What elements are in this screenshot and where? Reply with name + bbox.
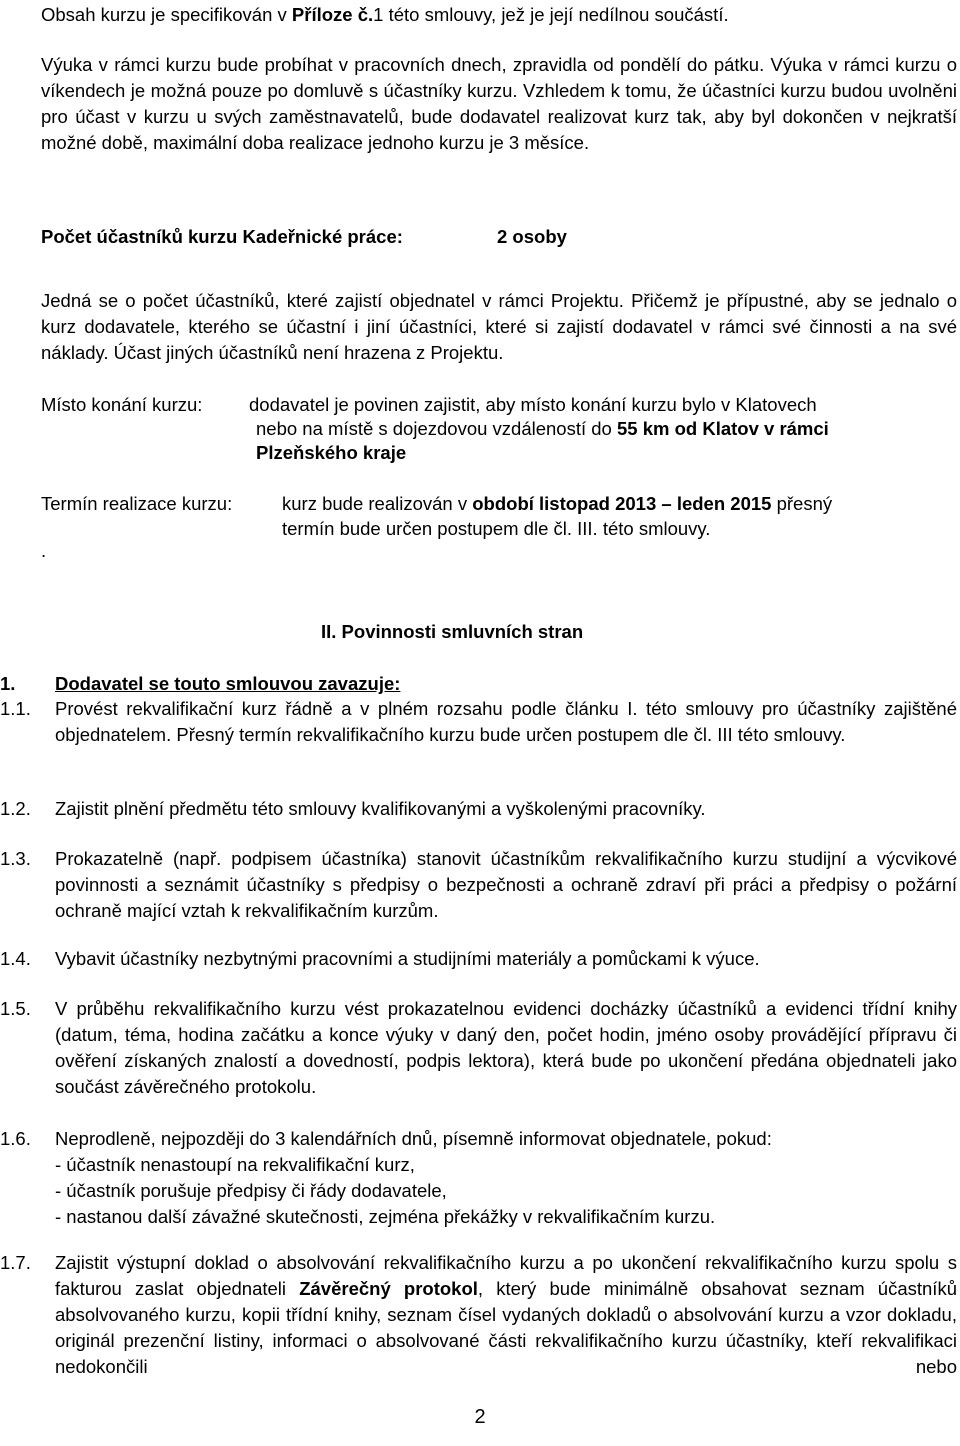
schedule-paragraph: Výuka v rámci kurzu bude probíhat v pracovních dnech, zpravidla od pondělí do pátku. Výuka v rámci kurzu o víkendech je možná pouze po domluvě s účastníky kurzu. Vzhledem k tomu, že účastníci kurzu budou uvolněni pro účast v kurzu u svých zaměstnavatelů, bude dodavatel realizovat kurz tak, aby byl dokončen v nejkratší možné době, maximální doba realizace jednoho kurzu je 3 měsíce. [41,54,957,153]
item-17-text-start: Zajistit výstupní doklad o absolvování rekvalifikačního kurzu a po ukončení rekvalifikačního kurzu spolu s fakturou zaslat objednateli [55,1252,957,1299]
participants-value: 2 osoby [497,226,567,247]
term-period: období listopad 2013 – leden 2015 [472,493,772,514]
list-item: - nastanou další závažné skutečnosti, zejména překážky v rekvalifikačním kurzu. [55,1206,716,1227]
item-number: 1.3. [0,848,31,869]
term-text-end: přesný [771,493,833,514]
location-text-2-regular: nebo na místě s dojezdovou vzdáleností do [256,418,617,439]
term-text-line-1 [282,491,832,517]
item-text [55,1250,957,1380]
location-region: Plzeňského kraje [256,442,407,463]
item-number: 1.5. [0,998,31,1019]
list-item: - účastník porušuje předpisy či řády dodavatele, [55,1180,447,1201]
term-label: Termín realizace kurzu: [41,493,233,514]
item-text: Neprodleně, nejpozději do 3 kalendářních dnů, písemně informovat objednatele, pokud: [55,1128,772,1149]
item-17-protocol: Závěrečný protokol [299,1278,478,1299]
item-number: 1.1. [0,698,31,719]
participants-paragraph: Jedná se o počet účastníků, které zajistí objednatel v rámci Projektu. Přičemž je přípustné, aby se jednalo o kurz dodavatele, kterého se účastní i jiní účastníci, které si zajistí dodavatel v rámci své činnosti a na své náklady. Účast jiných účastníků není hrazena z Projektu. [41,290,957,363]
item-text: Prokazatelně (např. podpisem účastníka) stanovit účastníkům rekvalifikačního kurzu studijní a výcvikové povinnosti a seznámit účastníky s předpisy o bezpečnosti a ochraně zdraví při práci a předpisy o požární ochraně mající vztah k rekvalifikačním kurzům. [55,848,957,921]
participants-label: Počet účastníků kurzu Kadeřnické práce: [41,226,403,247]
page-number: 2 [474,1406,486,1428]
location-label: Místo konání kurzu: [41,394,203,415]
item-text: Provést rekvalifikační kurz řádně a v plném rozsahu podle článku I. této smlouvy pro účastníky zajištěné objednatelem. Přesný termín rekvalifikačního kurzu bude určen postupem dle čl. III této smlouvy. [55,698,957,745]
item-number: 1.4. [0,948,31,969]
item-number: 1.2. [0,798,31,819]
item-number: 1.6. [0,1128,31,1149]
item-text: V průběhu rekvalifikačního kurzu vést prokazatelnou evidenci docházky účastníků a evidenci třídní knihy (datum, téma, hodina začátku a konce výuky v daný den, počet hodin, jméno osoby provádějící přípravu či ověření získaných znalostí a dovedností, podpis lektora), která bude po ukončení předána objednateli jako součást závěrečného protokolu. [55,998,957,1097]
item-text: Zajistit plnění předmětu této smlouvy kvalifikovanými a vyškolenými pracovníky. [55,798,706,819]
intro-text-end: 1 této smlouvy, jež je její nedílnou součástí. [373,4,729,25]
obligation-number: 1. [0,673,16,694]
item-17-text-end: , který bude minimálně obsahovat seznam účastníků absolvovaného kurzu, kopii třídní knihy, seznam čísel vydaných dokladů o absolvování kurzu a vzor dokladu, originál prezenční listiny, informaci o absolvované části rekvalifikačního kurzu účastníky, kteří rekvalifikaci nedokončili nebo [55,1278,957,1377]
intro-attachment-ref: Příloze č. [291,4,374,25]
term-text-line-2: termín bude určen postupem dle čl. III. této smlouvy. [282,518,711,539]
item-text: Vybavit účastníky nezbytnými pracovními a studijními materiály a pomůckami k výuce. [55,948,760,969]
intro-text: Obsah kurzu je specifikován v [41,4,292,25]
section-heading: II. Povinnosti smluvních stran [321,621,584,642]
stray-dot: . [41,540,47,561]
obligation-title: Dodavatel se touto smlouvou zavazuje: [55,673,401,694]
item-number: 1.7. [0,1252,31,1273]
location-distance: 55 km od Klatov v rámci [617,418,829,439]
list-item: - účastník nenastoupí na rekvalifikační kurz, [55,1154,415,1175]
term-text-regular: kurz bude realizován v [282,493,473,514]
item-16-list [55,1152,957,1230]
intro-line [41,2,729,28]
location-text-line-2 [256,416,829,442]
location-text-line-1: dodavatel je povinen zajistit, aby místo konání kurzu bylo v Klatovech [249,394,817,415]
